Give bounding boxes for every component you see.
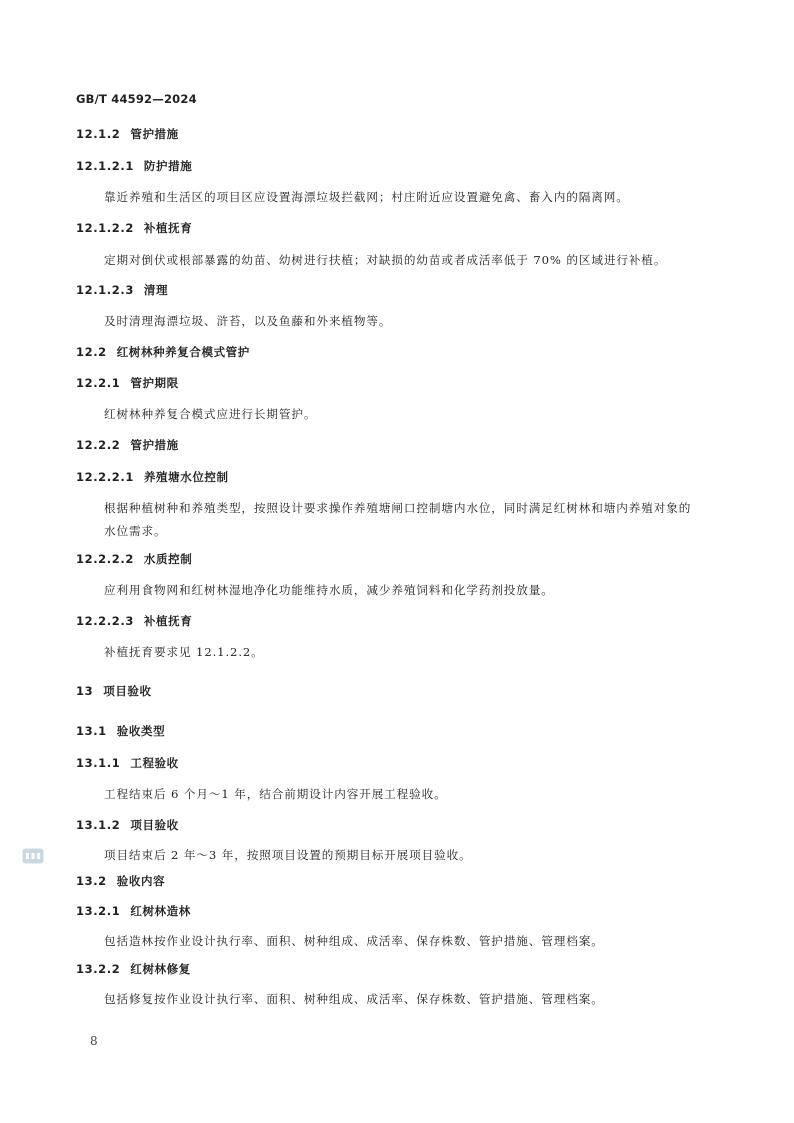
- section-heading-12-2-2-3: [76, 613, 192, 629]
- section-heading-12-2-2-1: [76, 469, 229, 485]
- section-number: 12.2.2.2: [76, 552, 134, 566]
- section-title: 养殖塘水位控制: [143, 470, 229, 484]
- paragraph-12-1-2-3: 及时清理海漂垃圾、浒苔，以及鱼藤和外来植物等。: [104, 314, 392, 328]
- section-heading-13-1-1: [76, 755, 179, 771]
- section-heading-12-1-2-2: [76, 220, 192, 236]
- section-heading-13-2-2: [76, 961, 191, 977]
- section-title: 工程验收: [130, 756, 179, 770]
- paragraph-13-2-1: 包括造林按作业设计执行率、面积、树种组成、成活率、保存株数、管护措施、管理档案。: [104, 934, 604, 948]
- section-number: 12.1.2.1: [76, 159, 134, 173]
- section-title: 验收类型: [116, 724, 166, 738]
- section-number: 12.1.2.2: [76, 221, 134, 235]
- paragraph-12-1-2-2: 定期对倒伏或根部暴露的幼苗、幼树进行扶植；对缺损的幼苗或者成活率低于 70% 的区域进行补植。: [104, 253, 667, 267]
- section-number: 13.2.2: [76, 962, 121, 976]
- section-title: 管护措施: [130, 127, 179, 141]
- section-title: 项目验收: [103, 684, 152, 698]
- section-heading-13: [76, 683, 152, 699]
- section-heading-12-2: [76, 344, 250, 360]
- page-number: 8: [90, 1034, 98, 1048]
- section-title: 验收内容: [116, 874, 166, 888]
- section-number: 12.2: [76, 345, 107, 359]
- section-title: 补植抚育: [143, 221, 193, 235]
- section-title: 红树林造林: [130, 904, 191, 918]
- section-number: 12.2.2: [76, 438, 121, 452]
- section-number: 12.2.2.1: [76, 470, 134, 484]
- section-heading-13-1: [76, 723, 165, 739]
- paragraph-12-2-2-1: 根据种植树种和养殖类型，按照设计要求操作养殖塘闸口控制塘内水位，同时满足红树林和塘内养殖对象的水位需求。: [104, 501, 692, 538]
- paragraph-12-2-2-2: 应利用食物网和红树林湿地净化功能维持水质，减少养殖饲料和化学药剂投放量。: [104, 583, 554, 597]
- section-number: 13.1: [76, 724, 107, 738]
- section-number: 13: [76, 684, 94, 698]
- section-title: 补植抚育: [143, 614, 193, 628]
- section-title: 红树林种养复合模式管护: [116, 345, 250, 359]
- paragraph-13-1-2: 项目结束后 2 年～3 年，按照项目设置的预期目标开展项目验收。: [104, 848, 472, 862]
- section-heading-12-1-2-3: [76, 282, 168, 298]
- section-title: 管护期限: [130, 376, 179, 390]
- section-title: 清理: [143, 283, 169, 297]
- paragraph-13-2-2: 包括修复按作业设计执行率、面积、树种组成、成活率、保存株数、管护措施、管理档案。: [104, 992, 604, 1006]
- paragraph-12-2-1: 红树林种养复合模式应进行长期管护。: [104, 407, 317, 421]
- section-number: 12.2.1: [76, 376, 121, 390]
- paragraph-12-2-2-3: 补植抚育要求见 12.1.2.2。: [104, 645, 264, 659]
- section-heading-12-2-2-2: [76, 551, 192, 567]
- section-title: 管护措施: [130, 438, 179, 452]
- section-heading-13-2-1: [76, 903, 191, 919]
- paragraph-12-1-2-1: 靠近养殖和生活区的项目区应设置海漂垃圾拦截网；村庄附近应设置避免禽、畜入内的隔离网。: [104, 190, 629, 204]
- section-heading-13-1-2: [76, 817, 179, 833]
- section-number: 12.2.2.3: [76, 614, 134, 628]
- document-code: GB/T 44592—2024: [76, 92, 197, 106]
- section-number: 13.2: [76, 874, 107, 888]
- section-number: 13.2.1: [76, 904, 121, 918]
- watermark-logo-icon: [22, 848, 44, 864]
- section-number: 13.1.2: [76, 818, 121, 832]
- section-title: 水质控制: [143, 552, 193, 566]
- paragraph-13-1-1: 工程结束后 6 个月～1 年，结合前期设计内容开展工程验收。: [104, 787, 447, 801]
- section-heading-12-2-2: [76, 437, 179, 453]
- section-title: 防护措施: [143, 159, 193, 173]
- section-number: 12.1.2.3: [76, 283, 134, 297]
- section-heading-13-2: [76, 873, 165, 889]
- section-heading-12-1-2: [76, 126, 179, 142]
- section-number: 12.1.2: [76, 127, 121, 141]
- section-heading-12-2-1: [76, 375, 179, 391]
- section-number: 13.1.1: [76, 756, 121, 770]
- section-title: 红树林修复: [130, 962, 191, 976]
- section-title: 项目验收: [130, 818, 179, 832]
- section-heading-12-1-2-1: [76, 158, 192, 174]
